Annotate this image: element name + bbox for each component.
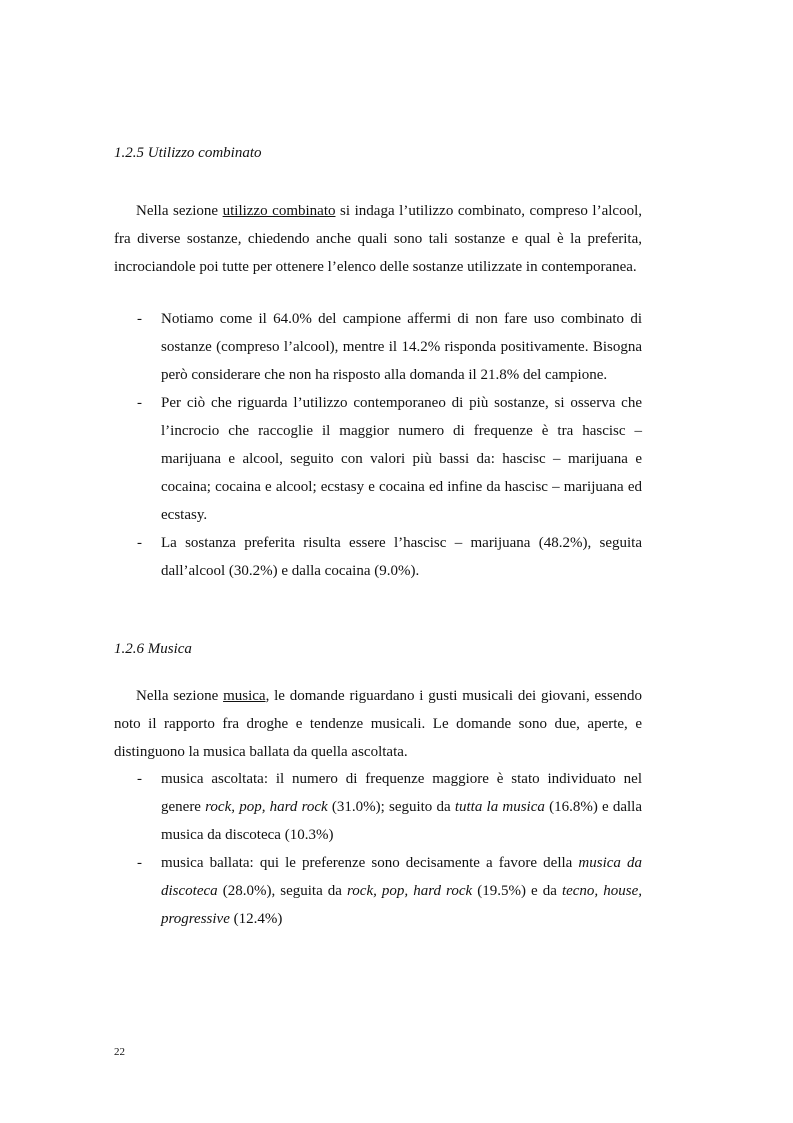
italic-genre: tecno, house, progressive (161, 883, 642, 927)
list-item-text: La sostanza preferita risulta essere l’hascisc – marijuana (48.2%), seguita dall’alcool (30.2%) e dalla cocaina (9.0%). (161, 535, 642, 579)
bullet-marker: - (137, 535, 142, 551)
paragraph-text: , le domande riguardano i gusti musicali dei giovani, essendo noto il rapporto fra droghe e tendenze musicali. Le domande sono due, aperte, e distinguono la musica ballata da quella ascoltata. (114, 688, 642, 760)
list-item-text: (12.4%) (229, 911, 283, 927)
list-item-text: musica ascoltata: il numero di frequenze maggiore è stato individuato nel genere (161, 771, 642, 815)
italic-genre: rock, pop, hard rock (205, 799, 328, 815)
paragraph-musica (114, 682, 642, 766)
list-item-text: Per ciò che riguarda l’utilizzo contemporaneo di più sostanze, si osserva che l’incrocio che raccoglie il maggior numero di frequenze è tra hascisc – marijuana e alcool, seguito con valori più bassi da: hascisc – marijuana e cocaina; cocaina e alcool; ecstasy e cocaina ed infine da hascisc – marijuana ed ecstasy. (161, 395, 642, 523)
bullet-list-musica (114, 765, 642, 933)
section-heading-utilizzo-combinato: 1.2.5 Utilizzo combinato (114, 145, 262, 161)
bullet-list-utilizzo-combinato (114, 305, 642, 585)
list-item (114, 849, 642, 933)
italic-genre: musica da discoteca (161, 855, 642, 899)
list-item-text: (16.8%) e dalla musica da discoteca (10.3%) (161, 799, 642, 843)
list-item (114, 305, 642, 389)
list-item-text: musica ballata: qui le preferenze sono decisamente a favore della (161, 855, 579, 871)
paragraph-text: Nella sezione (136, 203, 223, 219)
underlined-term: utilizzo combinato (222, 203, 336, 219)
bullet-marker: - (137, 855, 142, 871)
list-item-text: (31.0%); seguito da (327, 799, 455, 815)
bullet-marker: - (137, 771, 142, 787)
list-item (114, 389, 642, 529)
list-item-text: Notiamo come il 64.0% del campione affermi di non fare uso combinato di sostanze (compreso l’alcool), mentre il 14.2% risponda positivamente. Bisogna però considerare che non ha risposto alla domanda il 21.8% del campione. (161, 311, 642, 383)
list-item (114, 529, 642, 585)
list-item (114, 765, 642, 849)
section-heading-musica: 1.2.6 Musica (114, 641, 192, 657)
paragraph-text: Nella sezione (136, 688, 224, 704)
paragraph-utilizzo-combinato (114, 197, 642, 281)
paragraph-text: si indaga l’utilizzo combinato, compreso l’alcool, fra diverse sostanze, chiedendo anche quali sono tali sostanze e qual è la preferita, incrociandole poi tutte per ottenere l’elenco delle sostanze utilizzate in contemporanea. (114, 203, 642, 275)
bullet-marker: - (137, 395, 142, 411)
underlined-term: musica (223, 688, 266, 704)
italic-genre: tutta la musica (454, 799, 545, 815)
bullet-marker: - (137, 311, 142, 327)
italic-genre: rock, pop, hard rock (347, 883, 473, 899)
list-item-text: (28.0%), seguita da (217, 883, 348, 899)
list-item-text: (19.5%) e da (472, 883, 562, 899)
page-number: 22 (114, 1046, 125, 1058)
